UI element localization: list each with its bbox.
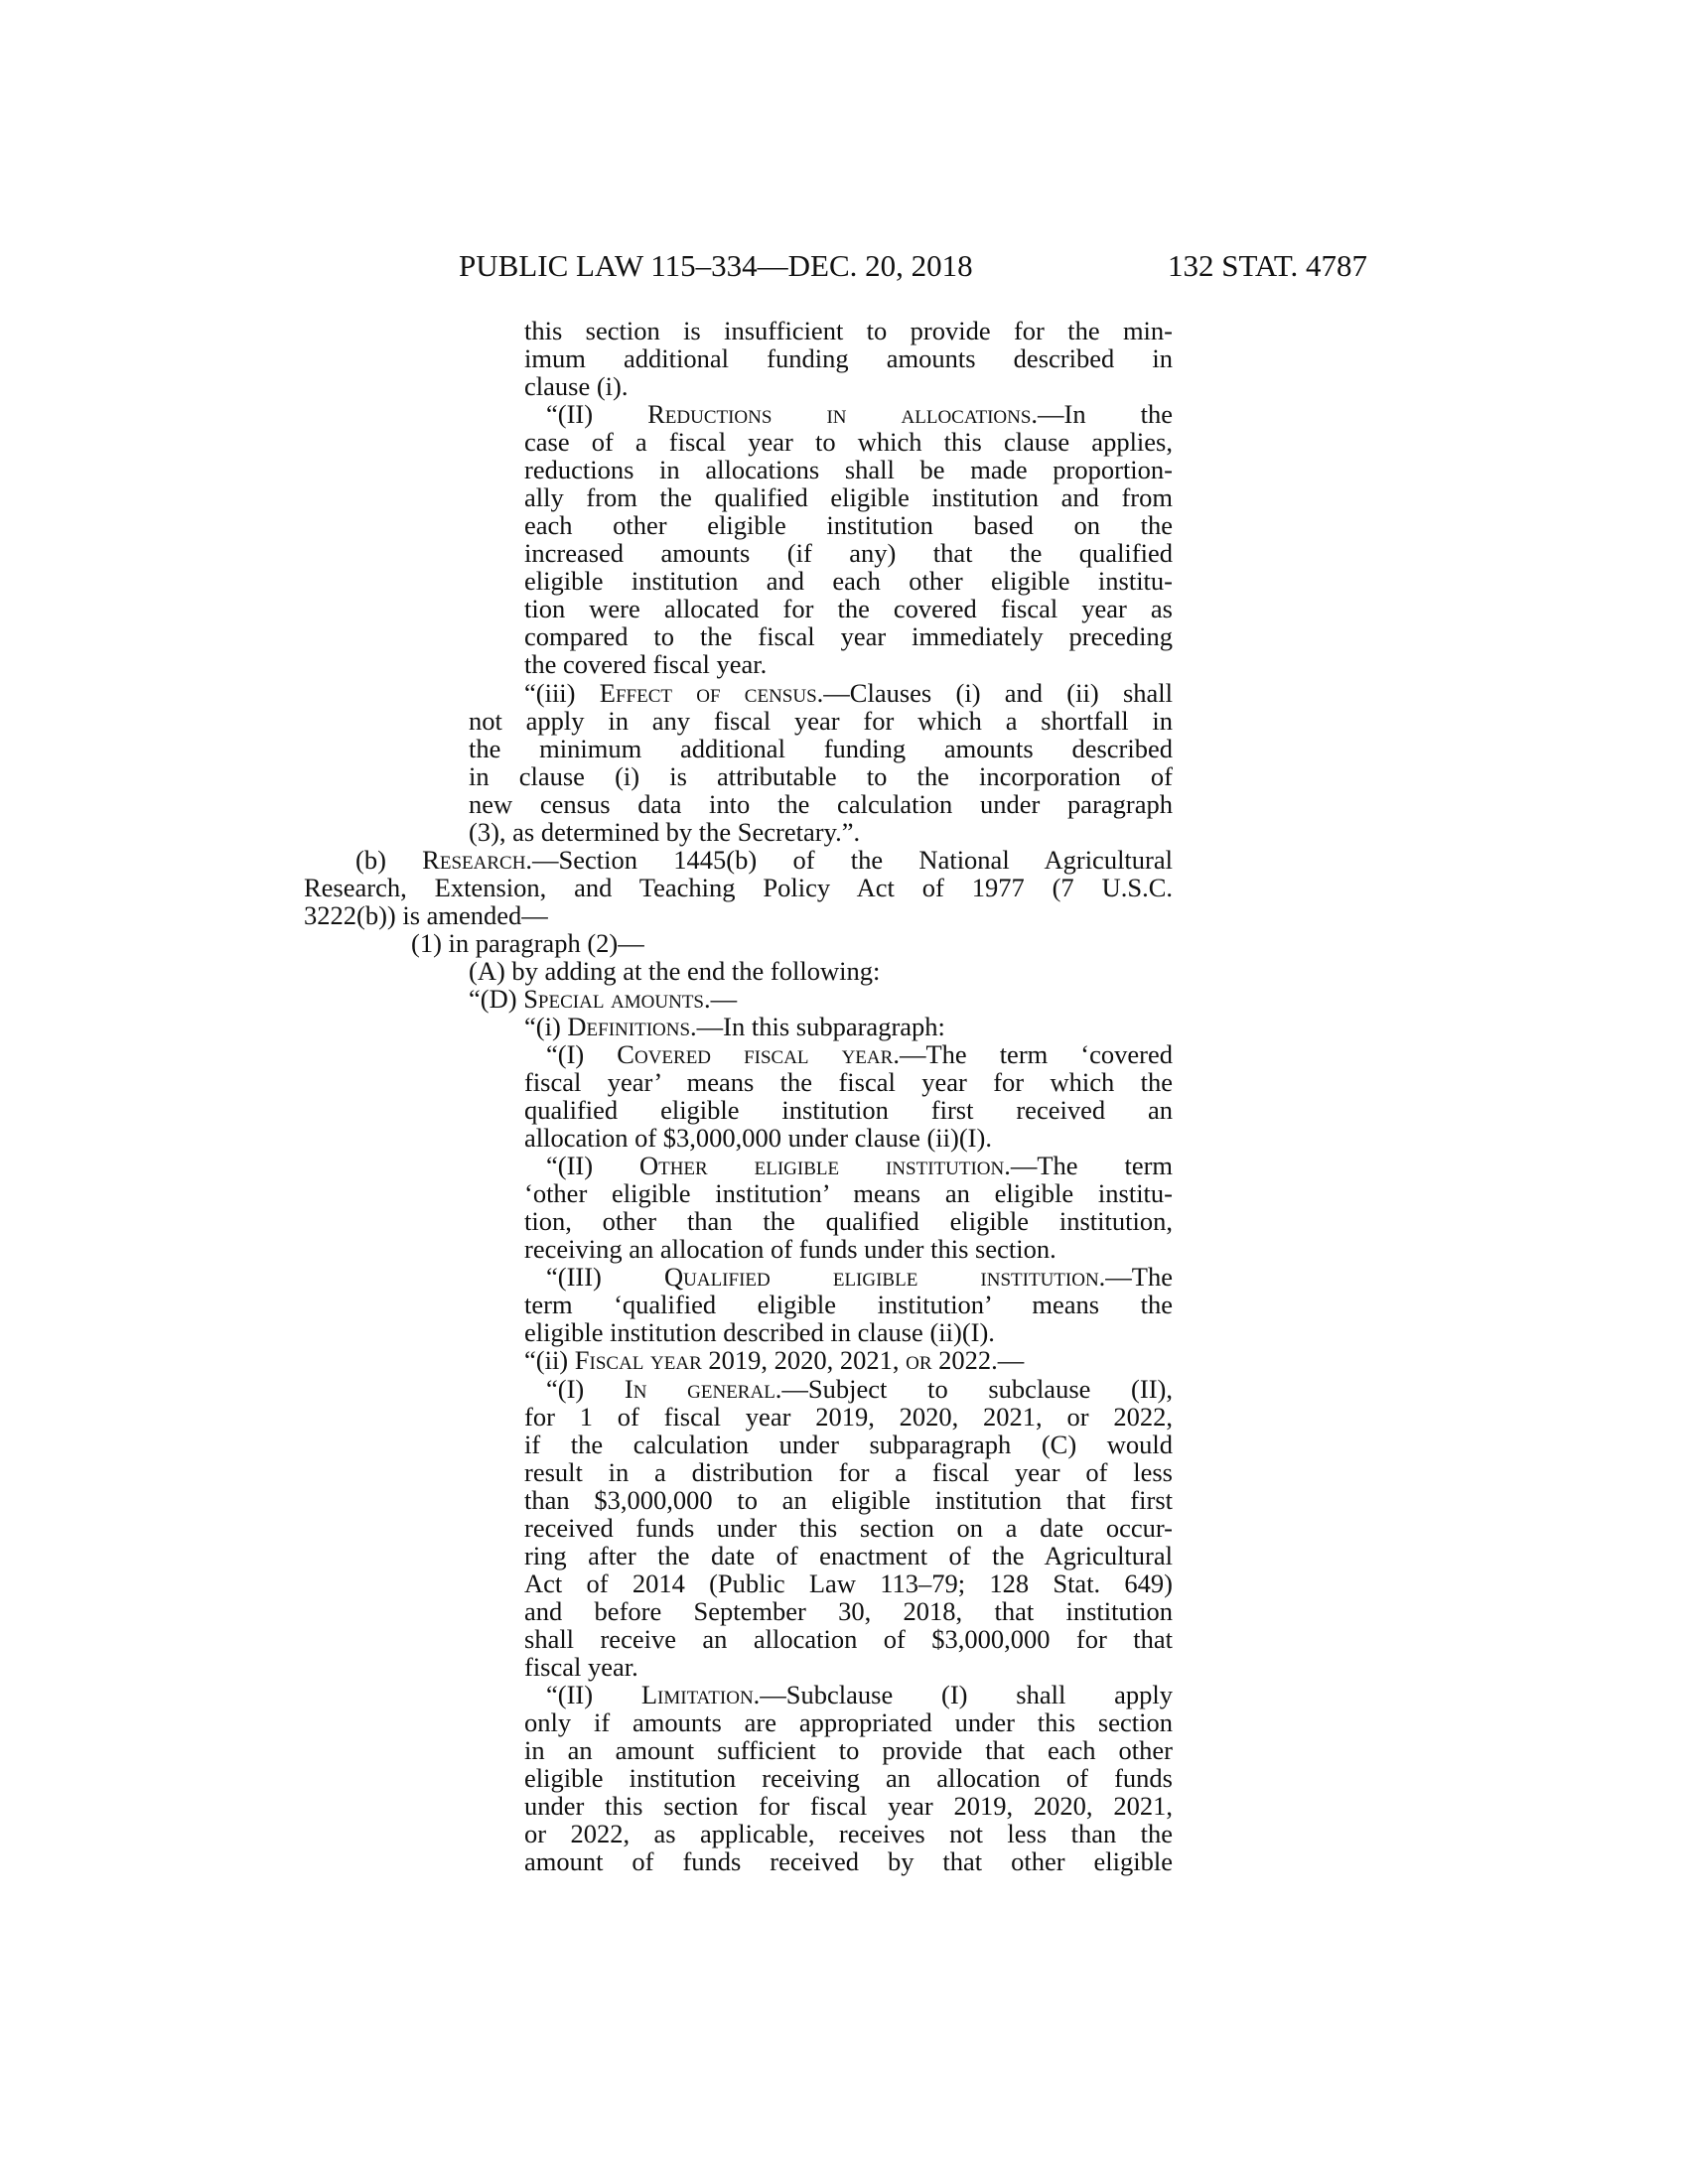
text-line [524, 1570, 1173, 1597]
text-line [355, 846, 1173, 874]
text-segment: .—Section 1445(b) of the National Agricultural [525, 844, 1173, 875]
text-segment: this section is insufficient to provide for the min- [524, 316, 1173, 345]
text-line [524, 622, 1173, 650]
text-line [524, 1486, 1173, 1514]
text-line [524, 483, 1173, 511]
text-segment: “(II) [546, 1151, 639, 1181]
text-line [546, 1263, 1173, 1291]
text-segment: (b) [355, 844, 423, 875]
text-line [524, 456, 1173, 483]
text-line [524, 317, 1173, 344]
text-line [524, 1792, 1173, 1820]
text-line [546, 400, 1173, 428]
text-line [524, 1124, 1173, 1152]
text-line [524, 595, 1173, 622]
text-segment: .— [704, 983, 738, 1014]
text-line [524, 1207, 1173, 1235]
text-segment: receiving an allocation of funds under this section. [524, 1234, 1056, 1265]
section-heading: Fiscal year 2019, 2020, 2021, or 2022 [574, 1345, 992, 1376]
text-line [524, 344, 1173, 372]
text-segment: Act of 2014 (Public Law 113–79; 128 Stat. 649) [524, 1568, 1173, 1598]
text-segment: for 1 of fiscal year 2019, 2020, 2021, or 2022, [524, 1401, 1173, 1432]
text-segment: “(iii) [524, 677, 600, 708]
text-line [304, 874, 1173, 901]
section-heading: Special amounts [523, 983, 705, 1014]
text-line [524, 1625, 1173, 1653]
text-segment: “(II) [546, 1679, 641, 1709]
text-line [524, 372, 1173, 400]
text-line [524, 1235, 1173, 1263]
text-segment: qualified eligible institution first received an [524, 1095, 1173, 1126]
text-line [524, 1708, 1173, 1736]
text-segment: under this section for fiscal year 2019, 2020, 2021, [524, 1791, 1173, 1822]
text-segment: eligible institution and each other eligible institu- [524, 566, 1173, 597]
text-line [524, 1291, 1173, 1318]
text-line [524, 539, 1173, 567]
section-heading: In general [624, 1373, 775, 1404]
text-segment: fiscal year. [524, 1651, 638, 1682]
text-segment: 3222(b)) is amended— [304, 899, 548, 930]
text-segment: case of a fiscal year to which this clause applies, [524, 427, 1173, 458]
text-line [524, 1542, 1173, 1570]
text-segment: amount of funds received by that other eligible [524, 1846, 1173, 1877]
text-line [524, 1346, 1173, 1374]
text-segment: .—In this subparagraph: [690, 1012, 945, 1041]
text-segment: “(D) [469, 983, 524, 1014]
text-segment: .—Subject to subclause (II), [774, 1373, 1173, 1404]
text-line [546, 1681, 1173, 1708]
text-line [524, 1597, 1173, 1625]
text-segment: imum additional funding amounts described in [524, 343, 1173, 374]
text-segment: “(I) [546, 1373, 625, 1404]
text-line [524, 679, 1173, 707]
text-line [524, 1653, 1173, 1681]
text-line [469, 985, 1173, 1013]
text-segment: eligible institution described in clause (ii)(I). [524, 1317, 995, 1348]
text-segment: ally from the qualified eligible institution and from [524, 482, 1173, 513]
text-segment: Research, Extension, and Teaching Policy Act of 1977 (7 U.S.C. [304, 872, 1173, 902]
text-segment: result in a distribution for a fiscal year of less [524, 1456, 1173, 1487]
text-segment: “(II) [546, 399, 648, 430]
text-segment: “(I) [546, 1039, 618, 1070]
text-segment: “(ii) [524, 1345, 575, 1376]
text-line [524, 567, 1173, 595]
text-segment: .—The [1098, 1262, 1173, 1293]
running-header-page-citation: 132 STAT. 4787 [1167, 248, 1367, 283]
text-segment: shall receive an allocation of $3,000,000 for that [524, 1623, 1173, 1654]
text-segment: reductions in allocations shall be made proportion- [524, 455, 1173, 485]
text-line [524, 1403, 1173, 1431]
text-segment: allocation of $3,000,000 under clause (ii)(I). [524, 1123, 992, 1154]
section-heading: Reductions in allocations [647, 399, 1032, 430]
text-line [469, 818, 1173, 846]
text-segment: “(III) [546, 1262, 664, 1293]
text-segment: .—The term [1004, 1151, 1174, 1181]
section-heading: Qualified eligible institution [664, 1262, 1099, 1293]
text-segment: each other eligible institution based on the [524, 510, 1173, 541]
text-segment: if the calculation under subparagraph (C) would [524, 1429, 1173, 1459]
text-line [524, 1514, 1173, 1542]
text-segment: fiscal year’ means the fiscal year for which the [524, 1067, 1173, 1098]
text-segment: than $3,000,000 to an eligible institution that first [524, 1484, 1173, 1515]
text-segment: ring after the date of enactment of the Agricultural [524, 1540, 1173, 1570]
text-line [469, 957, 1173, 985]
text-line [469, 735, 1173, 762]
text-segment: in an amount sufficient to provide that each other [524, 1735, 1173, 1766]
text-line [524, 1179, 1173, 1207]
section-heading: Research [422, 844, 526, 875]
text-line [524, 428, 1173, 456]
text-segment: (3), as determined by the Secretary.”. [469, 816, 861, 847]
text-segment: .—The term ‘covered [893, 1039, 1173, 1070]
text-segment: (A) by adding at the end the following: [469, 955, 881, 986]
section-heading: Other eligible institution [638, 1151, 1005, 1181]
section-heading: Covered fiscal year [617, 1039, 894, 1070]
text-segment: or 2022, as applicable, receives not less than the [524, 1819, 1173, 1849]
text-segment: tion, other than the qualified eligible institution, [524, 1206, 1173, 1237]
text-line [546, 1375, 1173, 1403]
text-segment: “(i) [524, 1012, 568, 1041]
text-segment: compared to the fiscal year immediately preceding [524, 621, 1173, 652]
text-line [524, 1013, 1173, 1040]
text-segment: eligible institution receiving an allocation of funds [524, 1763, 1173, 1794]
text-line [546, 1152, 1173, 1179]
text-line [469, 707, 1173, 735]
text-line [524, 1736, 1173, 1764]
text-line [524, 650, 1173, 678]
text-segment: the covered fiscal year. [524, 649, 768, 680]
text-line [411, 929, 1173, 957]
text-line [469, 762, 1173, 790]
text-line [524, 1096, 1173, 1124]
section-heading: Definitions [567, 1012, 691, 1041]
text-line [524, 1458, 1173, 1486]
text-line [546, 1040, 1173, 1068]
section-heading: Limitation [640, 1679, 754, 1709]
text-line [524, 1318, 1173, 1346]
text-line [524, 1068, 1173, 1096]
text-line [524, 1431, 1173, 1458]
text-segment: clause (i). [524, 371, 629, 402]
text-segment: not apply in any fiscal year for which a shortfall in [469, 705, 1173, 736]
text-segment: in clause (i) is attributable to the incorporation of [469, 760, 1173, 791]
text-segment: ‘other eligible institution’ means an eligible institu- [524, 1178, 1173, 1209]
text-segment: and before September 30, 2018, that institution [524, 1595, 1173, 1626]
text-line [304, 901, 1173, 929]
text-segment: (1) in paragraph (2)— [411, 927, 644, 958]
text-segment: .— [991, 1345, 1025, 1376]
text-segment: only if amounts are appropriated under this section [524, 1707, 1173, 1737]
text-segment: .—Subclause (I) shall apply [753, 1679, 1173, 1709]
running-header-title: PUBLIC LAW 115–334—DEC. 20, 2018 [459, 248, 973, 283]
text-segment: increased amounts (if any) that the qualified [524, 538, 1173, 569]
text-segment: received funds under this section on a date occur- [524, 1512, 1173, 1543]
section-heading: Effect of census [599, 677, 817, 708]
text-segment: .—Clauses (i) and (ii) shall [816, 677, 1174, 708]
text-segment: the minimum additional funding amounts described [469, 733, 1173, 763]
text-segment: term ‘qualified eligible institution’ means the [524, 1290, 1173, 1320]
text-segment: .—In the [1031, 399, 1173, 430]
text-line [469, 790, 1173, 818]
text-line [524, 1847, 1173, 1875]
text-line [524, 511, 1173, 539]
text-segment: tion were allocated for the covered fiscal year as [524, 594, 1173, 624]
text-segment: new census data into the calculation under paragraph [469, 788, 1173, 819]
text-line [524, 1764, 1173, 1792]
text-line [524, 1820, 1173, 1847]
